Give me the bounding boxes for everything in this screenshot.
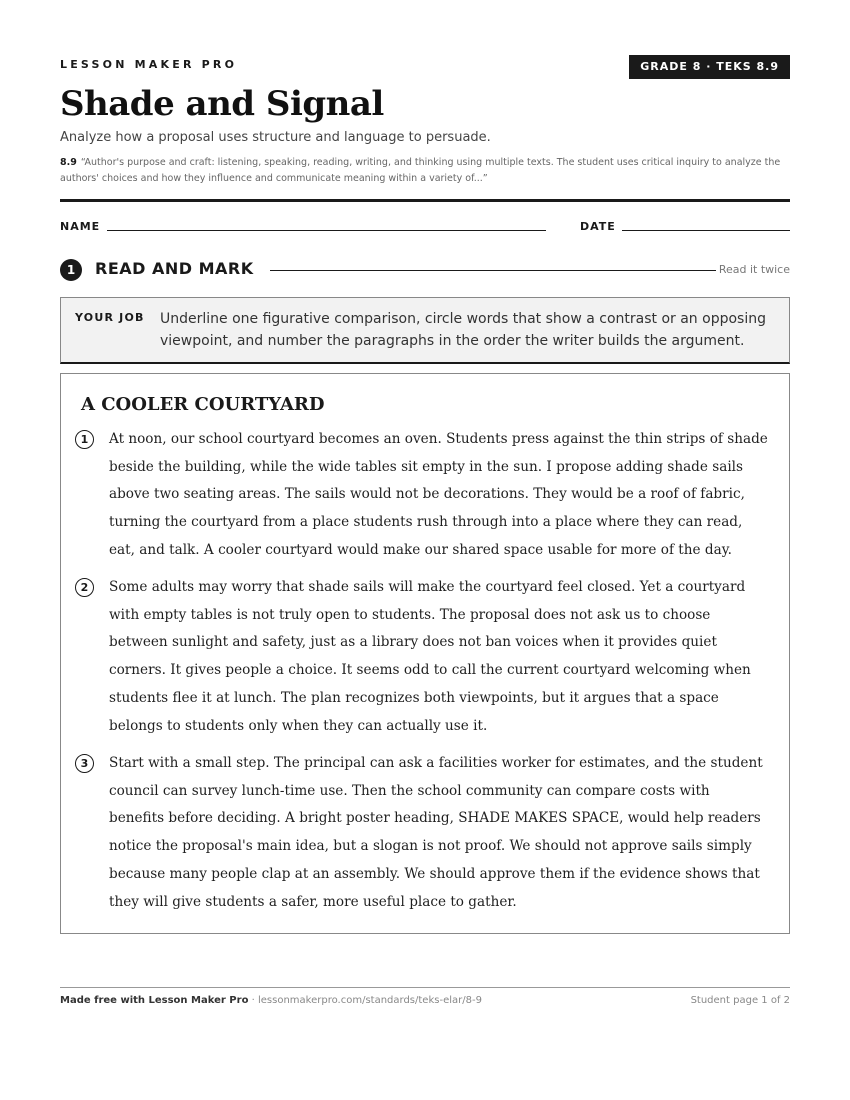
instructions-box: [60, 297, 790, 364]
footer-divider: [60, 987, 790, 988]
date-label: DATE: [580, 220, 616, 233]
standard-code: 8.9: [60, 157, 77, 168]
name-field[interactable]: [107, 230, 546, 231]
paragraph-number-2: 2: [75, 578, 94, 597]
section-header: [60, 258, 790, 282]
header-divider: [60, 199, 790, 202]
instructions-label: YOUR JOB: [75, 311, 145, 324]
name-date-row: [60, 220, 790, 234]
paragraph-number-1: 1: [75, 430, 94, 449]
footer-separator: ·: [248, 995, 258, 1006]
brand-name: LESSON MAKER PRO: [60, 58, 238, 71]
page-title: Shade and Signal: [60, 84, 384, 124]
section-divider: [270, 270, 716, 271]
passage-paragraph-2[interactable]: Some adults may worry that shade sails will make the courtyard feel closed. Yet a courtyard with empty tables is not truly open to students. The proposal does not ask us to choose between sunlight and safety, just as a library does not ban voices when it provides quiet corners. It gives people a choice. It seems odd to call the current courtyard welcoming when students flee it at lunch. The plan recognizes both viewpoints, but it argues that a space belongs to students only when they can actually use it.: [109, 579, 751, 734]
section-number-badge: 1: [60, 259, 82, 281]
footer-credit: [60, 995, 482, 1006]
paragraph-number-3: 3: [75, 754, 94, 773]
footer-page-number: Student page 1 of 2: [690, 995, 790, 1006]
passage-box: [60, 373, 790, 934]
name-label: NAME: [60, 220, 101, 233]
page-subtitle: Analyze how a proposal uses structure and language to persuade.: [60, 130, 491, 145]
passage-title: A COOLER COURTYARD: [81, 394, 325, 415]
passage-paragraph-1[interactable]: At noon, our school courtyard becomes an oven. Students press against the thin strips of shade beside the building, while the wide tables sit empty in the sun. I propose adding shade sails above two seating areas. The sails would not be decorations. They would be a roof of fabric, turning the courtyard from a place students rush through into a place where they can read, eat, and talk. A cooler courtyard would make our shared space usable for more of the day.: [109, 431, 768, 558]
passage-paragraph-3[interactable]: Start with a small step. The principal can ask a facilities worker for estimates, and the student council can survey lunch-time use. Then the school community can compare costs with benefits before deciding. A bright poster heading, SHADE MAKES SPACE, would help readers notice the proposal's main idea, but a slogan is not proof. We should not approve sails simply because many people clap at an assembly. We should approve them if the evidence shows that they will give students a safer, more useful place to gather.: [109, 755, 763, 910]
header-row: [60, 55, 790, 79]
standard-description: [60, 155, 790, 187]
footer-made-with: Made free with Lesson Maker Pro: [60, 995, 249, 1006]
section-title: READ AND MARK: [95, 259, 254, 278]
date-field[interactable]: [622, 230, 790, 231]
worksheet-page: [60, 0, 790, 1100]
grade-badge: GRADE 8 · TEKS 8.9: [629, 55, 790, 79]
standard-text: “Author's purpose and craft: listening, speaking, reading, writing, and thinking using multiple texts. The student uses critical inquiry to analyze the authors' choices and how they influence and communicate meaning within a variety of...”: [60, 157, 781, 184]
footer-url[interactable]: lessonmakerpro.com/standards/teks-elar/8-9: [257, 995, 482, 1006]
instructions-text: Underline one figurative comparison, circle words that show a contrast or an opposing viewpoint, and number the paragraphs in the order the writer builds the argument.: [160, 311, 766, 349]
section-note: Read it twice: [718, 263, 790, 276]
